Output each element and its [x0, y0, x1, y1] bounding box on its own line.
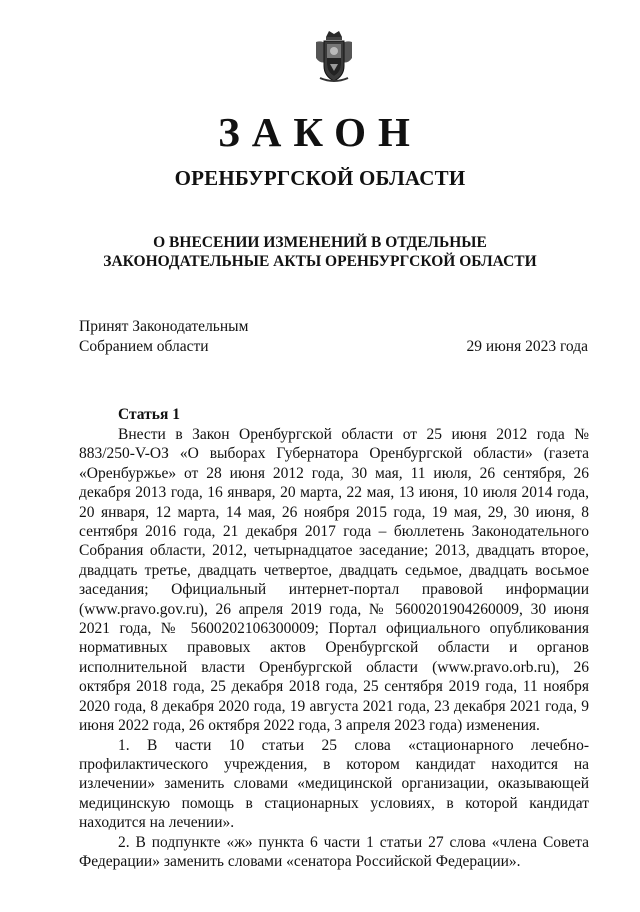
adoption-note: [79, 317, 248, 357]
article-heading: Статья 1: [118, 406, 180, 423]
article-paragraph: 2. В подпункте «ж» пункта 6 части 1 статьи 27 слова «члена Совета Федерации» заменить словами «сенатора Российской Федерации».: [79, 833, 589, 870]
adoption-line-1: Принят Законодательным: [79, 318, 249, 335]
adoption-date: 29 июня 2023 года: [466, 338, 588, 355]
region-title: ОРЕНБУРГСКОЙ ОБЛАСТИ: [174, 166, 466, 190]
article-paragraph: Внести в Закон Оренбургской области от 25 июня 2012 года № 883/250-V-ОЗ «О выборах Губернатора Оренбургской области» (газета «Оренбуржье» от 28 июня 2012 года, 30 мая, 11 июля, 26 сентября, 26 декабря 2013 года, 16 января, 20 марта, 22 мая, 13 июня, 10 июля 2014 года, 20 января, 12 марта, 14 мая, 26 ноября 2015 года, 19 мая, 29, 30 июня, 8 сентября 2016 года, 21 декабря 2017 года – бюллетень Законодательного Собрания области, 2012, четырнадцатое заседание; 2013, двадцать второе, двадцать третье, двадцать четвертое, двадцать седьмое, двадцать восьмое заседания; Официальный интернет-портал правовой информации (www.pravo.gov.ru), 26 апреля 2019 года, № 5600201904260009, 30 июня 2021 года, № 5600202106300009; Портал официального опубликования нормативных правовых актов Оренбургской области и органов исполнительной власти Оренбургской области (www.pravo.orb.ru), 26 октября 2018 года, 25 декабря 2018 года, 25 сентября 2019 года, 11 ноября 2020 года, 8 декабря 2020 года, 19 августа 2021 года, 23 декабря 2021 года, 9 июня 2022 года, 26 октября 2022 года, 3 апреля 2023 года) изменения.: [79, 426, 589, 735]
adoption-line-2: Собранием области: [79, 338, 209, 355]
law-subtitle: О ВНЕСЕНИИ ИЗМЕНЕНИЙ В ОТДЕЛЬНЫЕ ЗАКОНОДАТЕЛЬНЫЕ АКТЫ ОРЕНБУРГСКОЙ ОБЛАСТИ: [103, 234, 537, 270]
coat-of-arms-icon: [312, 28, 356, 84]
article-paragraph: 1. В части 10 статьи 25 слова «стационарного лечебно-профилактического учреждения, в котором кандидат находится на излечении» заменить словами «медицинской организации, оказывающей медицинскую помощь в стационарных условиях, в которой кандидат находится на лечении».: [79, 736, 589, 832]
law-title: ЗАКОН: [218, 109, 422, 155]
article-body: [79, 425, 589, 871]
